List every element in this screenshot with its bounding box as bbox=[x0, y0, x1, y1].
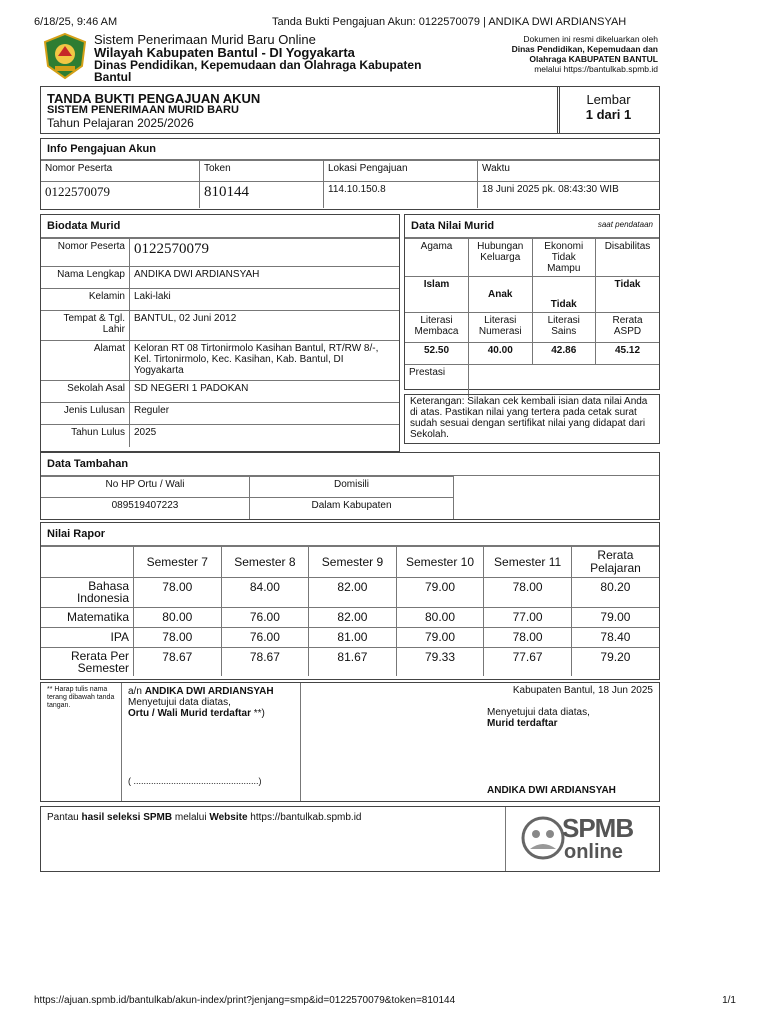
rapor-cell: 81.67 bbox=[309, 648, 397, 677]
sheet-value: 1 dari 1 bbox=[585, 107, 632, 122]
nilai-v-agama: Islam bbox=[405, 277, 469, 313]
info-lokasi-value: 114.10.150.8 bbox=[324, 182, 478, 208]
biodata-label-alamat: Alamat bbox=[41, 341, 130, 381]
sign-note: ** Harap tulis nama terang dibawah tanda tangan. bbox=[47, 686, 115, 709]
print-datetime: 6/18/25, 9:46 AM bbox=[34, 16, 118, 28]
biodata-value-ttl: BANTUL, 02 Juni 2012 bbox=[130, 311, 400, 341]
nilai-h-lit-membaca: Literasi Membaca bbox=[405, 313, 469, 343]
rapor-cell: 79.00 bbox=[571, 608, 659, 628]
rapor-label-rerata: Rerata Per Semester bbox=[41, 648, 134, 677]
rapor-cell: 79.00 bbox=[396, 578, 484, 608]
doc-title-box bbox=[40, 86, 560, 134]
rapor-h-sem10: Semester 10 bbox=[396, 547, 484, 578]
tambahan-h-domisili: Domisili bbox=[250, 477, 454, 498]
rapor-cell: 79.00 bbox=[396, 628, 484, 648]
rapor-label-mtk: Matematika bbox=[41, 608, 134, 628]
rapor-cell: 82.00 bbox=[309, 608, 397, 628]
rapor-cell: 76.00 bbox=[221, 628, 309, 648]
nilai-h-agama: Agama bbox=[405, 239, 469, 277]
sign-left-line1: Menyetujui data diatas, bbox=[128, 697, 231, 708]
nilai-title-bar bbox=[405, 215, 659, 238]
rapor-cell: 78.00 bbox=[134, 628, 222, 648]
letterhead-right bbox=[512, 34, 658, 74]
info-header-token: Token bbox=[200, 161, 324, 182]
sign-right-line2: Murid terdaftar bbox=[487, 718, 558, 729]
rapor-corner bbox=[41, 547, 134, 578]
rapor-h-sem9: Semester 9 bbox=[309, 547, 397, 578]
footer-pre: Pantau bbox=[47, 812, 82, 823]
sign-right-name: ANDIKA DWI ARDIANSYAH bbox=[487, 785, 616, 796]
nilai-prestasi-value bbox=[469, 365, 660, 397]
info-waktu-value: 18 Juni 2025 pk. 08:43:30 WIB bbox=[478, 182, 660, 208]
nilai-h-ekonomi: Ekonomi Tidak Mampu bbox=[532, 239, 596, 277]
tambahan-v-hp: 089519407223 bbox=[41, 498, 250, 519]
rapor-cell: 77.00 bbox=[484, 608, 572, 628]
biodata-label-kelamin: Kelamin bbox=[41, 289, 130, 311]
rapor-cell: 78.67 bbox=[221, 648, 309, 677]
info-section bbox=[40, 138, 660, 210]
signature-section bbox=[40, 682, 660, 802]
nilai-v-lit-numerasi: 40.00 bbox=[469, 343, 533, 365]
rapor-h-sem8: Semester 8 bbox=[221, 547, 309, 578]
rapor-cell: 78.00 bbox=[134, 578, 222, 608]
rapor-cell: 78.40 bbox=[571, 628, 659, 648]
letterhead-line4: Bantul bbox=[94, 70, 132, 84]
spmb-logo-online: online bbox=[564, 841, 623, 863]
doc-subtitle: SISTEM PENERIMAAN MURID BARU bbox=[47, 104, 239, 116]
tambahan-title: Data Tambahan bbox=[41, 453, 659, 476]
print-footer-page: 1/1 bbox=[722, 995, 736, 1006]
rapor-cell: 80.00 bbox=[134, 608, 222, 628]
nilai-h-rerata-aspd: Rerata ASPD bbox=[596, 313, 660, 343]
biodata-label-tahun: Tahun Lulus bbox=[41, 425, 130, 447]
nilai-v-lit-membaca: 52.50 bbox=[405, 343, 469, 365]
tambahan-section bbox=[40, 452, 660, 520]
bantul-coat-of-arms-logo bbox=[40, 32, 90, 80]
rapor-h-sem7: Semester 7 bbox=[134, 547, 222, 578]
rapor-h-sem11: Semester 11 bbox=[484, 547, 572, 578]
biodata-label-nomor: Nomor Peserta bbox=[41, 239, 130, 267]
rapor-cell: 78.67 bbox=[134, 648, 222, 677]
letterhead-right-1: Dokumen ini resmi dikeluarkan oleh bbox=[523, 34, 658, 44]
biodata-title: Biodata Murid bbox=[41, 215, 399, 238]
sign-left-line2: Ortu / Wali Murid terdaftar bbox=[128, 708, 251, 719]
biodata-value-alamat: Keloran RT 08 Tirtonirmolo Kasihan Bantul, RT/RW 8/-, Kel. Tirtonirmolo, Kec. Kasihan, Kab. Bantul, DI Yogyakarta bbox=[130, 341, 400, 381]
biodata-section bbox=[40, 214, 400, 452]
tambahan-v-domisili: Dalam Kabupaten bbox=[250, 498, 454, 519]
footer-url: https://bantulkab.spmb.id bbox=[247, 812, 362, 823]
sign-right-line1: Menyetujui data diatas, bbox=[487, 707, 590, 718]
sign-right-block bbox=[487, 707, 590, 729]
info-nomor-value: 0122570079 bbox=[41, 182, 200, 208]
rapor-cell: 76.00 bbox=[221, 608, 309, 628]
footer-b1: hasil seleksi SPMB bbox=[81, 812, 173, 823]
nilai-prestasi-label: Prestasi bbox=[405, 365, 469, 397]
sign-an-name: ANDIKA DWI ARDIANSYAH bbox=[144, 686, 274, 697]
spmb-logo-text: SPMB bbox=[562, 813, 634, 843]
sheet-box bbox=[557, 86, 660, 134]
letterhead-line2: Wilayah Kabupaten Bantul - DI Yogyakarta bbox=[94, 45, 355, 60]
biodata-value-kelamin: Laki-laki bbox=[130, 289, 400, 311]
biodata-label-ttl: Tempat & Tgl. Lahir bbox=[41, 311, 130, 341]
letterhead-line3: Dinas Pendidikan, Kepemudaan dan Olahraga Kabupaten bbox=[94, 58, 422, 72]
biodata-value-nomor: 0122570079 bbox=[130, 239, 400, 267]
nilai-v-rerata-aspd: 45.12 bbox=[596, 343, 660, 365]
biodata-value-tahun: 2025 bbox=[130, 425, 400, 447]
rapor-cell: 79.33 bbox=[396, 648, 484, 677]
info-token-value: 810144 bbox=[200, 182, 324, 208]
rapor-cell: 82.00 bbox=[309, 578, 397, 608]
sign-left-box bbox=[121, 683, 301, 801]
spmb-logo-box bbox=[505, 807, 659, 871]
rapor-cell: 78.00 bbox=[484, 628, 572, 648]
rapor-cell: 77.67 bbox=[484, 648, 572, 677]
rapor-cell: 79.20 bbox=[571, 648, 659, 677]
letterhead-right-2: Dinas Pendidikan, Kepemudaan dan bbox=[511, 44, 658, 54]
nilai-v-disabilitas: Tidak bbox=[596, 277, 660, 313]
footer-text bbox=[47, 812, 361, 823]
rapor-h-rerata: Rerata Pelajaran bbox=[571, 547, 659, 578]
nilai-title: Data Nilai Murid bbox=[411, 220, 495, 232]
biodata-label-lulusan: Jenis Lulusan bbox=[41, 403, 130, 425]
rapor-cell: 80.00 bbox=[396, 608, 484, 628]
doc-year: Tahun Pelajaran 2025/2026 bbox=[47, 116, 194, 130]
rapor-label-bindo: Bahasa Indonesia bbox=[41, 578, 134, 608]
nilai-h-lit-numerasi: Literasi Numerasi bbox=[469, 313, 533, 343]
nilai-v-hubungan: Anak bbox=[469, 277, 533, 313]
doc-title: TANDA BUKTI PENGAJUAN AKUN bbox=[47, 91, 261, 106]
print-title: Tanda Bukti Pengajuan Akun: 0122570079 | ANDIKA DWI ARDIANSYAH bbox=[272, 16, 627, 28]
tambahan-h-hp: No HP Ortu / Wali bbox=[41, 477, 250, 498]
nilai-keterangan: Keterangan: Silakan cek kembali isian data nilai Anda di atas. Pastikan nilai yang tertera pada cetak surat sudah sesuai dengan sertifikat nilai yang didapat dari Sekolah. bbox=[404, 394, 660, 444]
letterhead-line1: Sistem Penerimaan Murid Baru Online bbox=[94, 32, 316, 47]
letterhead-right-3: Olahraga KABUPATEN BANTUL bbox=[529, 54, 658, 64]
biodata-value-nama: ANDIKA DWI ARDIANSYAH bbox=[130, 267, 400, 289]
footer-box bbox=[40, 806, 660, 872]
biodata-value-sekolah: SD NEGERI 1 PADOKAN bbox=[130, 381, 400, 403]
rapor-title: Nilai Rapor bbox=[41, 523, 659, 546]
nilai-section bbox=[404, 214, 660, 390]
rapor-cell: 78.00 bbox=[484, 578, 572, 608]
footer-b2: Website bbox=[209, 812, 248, 823]
sign-left-line2-suffix: **) bbox=[250, 708, 265, 719]
rapor-cell: 84.00 bbox=[221, 578, 309, 608]
info-header-waktu: Waktu bbox=[478, 161, 660, 182]
rapor-section bbox=[40, 522, 660, 680]
biodata-label-sekolah: Sekolah Asal bbox=[41, 381, 130, 403]
nilai-note: saat pendataan bbox=[597, 220, 653, 229]
rapor-label-ipa: IPA bbox=[41, 628, 134, 648]
nilai-v-lit-sains: 42.86 bbox=[532, 343, 596, 365]
print-footer-url: https://ajuan.spmb.id/bantulkab/akun-index/print?jenjang=smp&id=0122570079&token=810144 bbox=[34, 995, 456, 1006]
nilai-h-hubungan: Hubungan Keluarga bbox=[469, 239, 533, 277]
info-header-lokasi: Lokasi Pengajuan bbox=[324, 161, 478, 182]
nilai-h-disabilitas: Disabilitas bbox=[596, 239, 660, 277]
info-title: Info Pengajuan Akun bbox=[41, 139, 659, 160]
sheet-label: Lembar bbox=[586, 92, 631, 107]
nilai-v-ekonomi: Tidak bbox=[532, 277, 596, 313]
sign-place-date: Kabupaten Bantul, 18 Jun 2025 bbox=[512, 685, 653, 696]
rapor-cell: 81.00 bbox=[309, 628, 397, 648]
spmb-logo-icon bbox=[520, 815, 566, 861]
footer-mid: melalui bbox=[172, 812, 210, 823]
nilai-h-lit-sains: Literasi Sains bbox=[532, 313, 596, 343]
rapor-cell: 80.20 bbox=[571, 578, 659, 608]
letterhead-right-4: melalui https://bantulkab.spmb.id bbox=[534, 64, 658, 74]
biodata-label-nama: Nama Lengkap bbox=[41, 267, 130, 289]
sign-left-blank: ( ..................................................) bbox=[128, 776, 262, 786]
biodata-value-lulusan: Reguler bbox=[130, 403, 400, 425]
info-header-nomor: Nomor Peserta bbox=[41, 161, 200, 182]
sign-an-prefix: a/n bbox=[128, 686, 142, 697]
